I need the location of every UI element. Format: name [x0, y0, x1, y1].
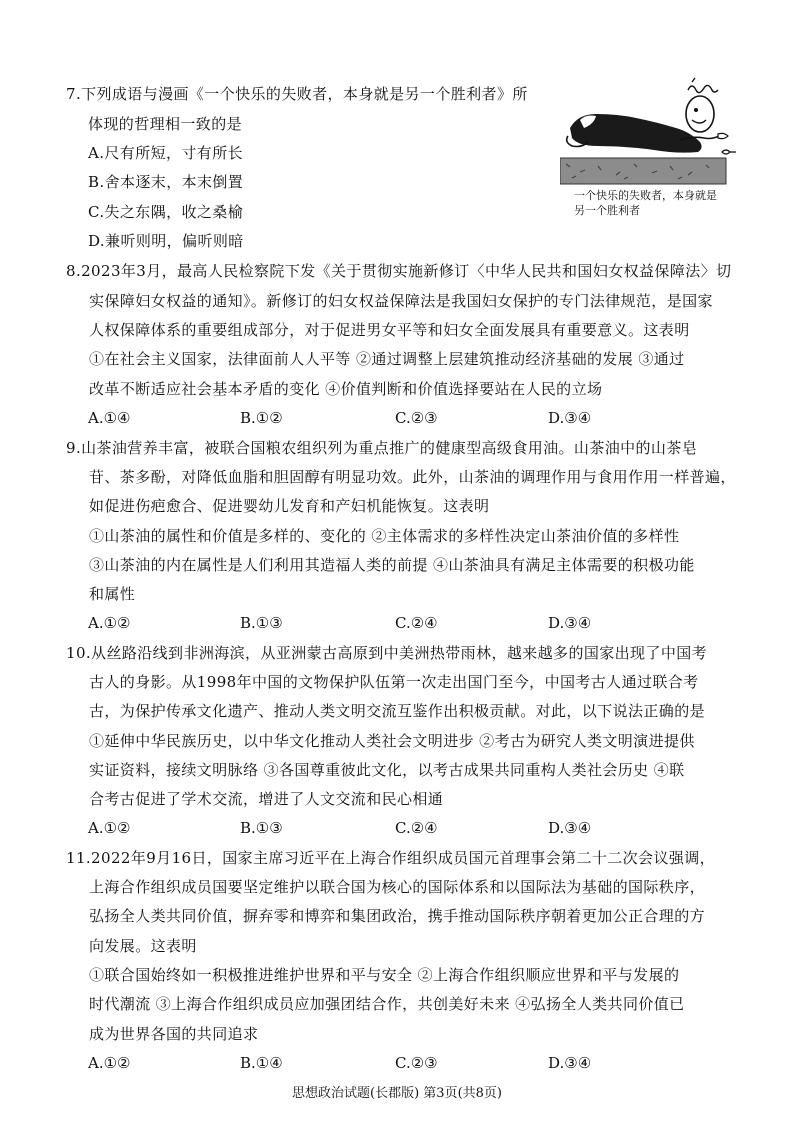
- q10-statement-line-1: ①延伸中华民族历史，以中华文化推动人类社会文明进步 ②考古为研究人类文明演进提供: [89, 732, 695, 750]
- q11-statement-line-1: ①联合国始终如一积极推进维护世界和平与安全 ②上海合作组织顺应世界和平与发展的: [89, 966, 680, 984]
- q9-option-a: A.①②: [88, 614, 131, 632]
- q9-statement-line-2: ③山茶油的内在属性是人们利用其造福人类的前提 ④山茶油具有满足主体需要的积极功能: [89, 556, 695, 574]
- q9-stem-line-2: 苷、茶多酚，对降低血脂和胆固醇有明显功效。此外，山茶油的调理作用与食用作用一样普遍，: [89, 468, 736, 486]
- q9-statement-line-3: 和属性: [89, 585, 136, 603]
- q11-statement-line-3: 成为世界各国的共同追求: [89, 1025, 259, 1043]
- q11-stem-line-3: 弘扬全人类共同价值，摒弃零和博弈和集团政治，携手推动国际秩序朝着更加公正合理的方: [89, 907, 706, 925]
- q9-option-b: B.①③: [240, 614, 283, 632]
- q11-option-b: B.①④: [240, 1054, 283, 1072]
- q11-stem-line-4: 向发展。这表明: [89, 937, 197, 955]
- q8-stem-line-3: 人权保障体系的重要组成部分，对于促进男女平等和妇女全面发展具有重要意义。这表明: [89, 321, 690, 339]
- q7-stem-line-2: 体现的哲理相一致的是: [88, 115, 243, 133]
- q7-option-c: C.失之东隅，收之桑榆: [88, 203, 244, 221]
- q8-option-c: C.②③: [395, 409, 438, 427]
- q10-option-d: D.③④: [548, 819, 592, 837]
- q8-statement-line-2: 改革不断适应社会基本矛盾的变化 ④价值判断和价值选择要站在人民的立场: [89, 380, 603, 398]
- q11-option-a: A.①②: [88, 1054, 131, 1072]
- q9-stem-line-1: 9.山茶油营养丰富，被联合国粮农组织列为重点推广的健康型高级食用油。山茶油中的山茶皂: [66, 439, 698, 457]
- q9-stem-line-3: 如促进伤疤愈合、促进婴幼儿发育和产妇机能恢复。这表明: [89, 497, 490, 515]
- cartoon-caption-line-2: 另一个胜利者: [574, 204, 640, 217]
- q10-option-a: A.①②: [88, 819, 131, 837]
- q7-option-a: A.尺有所短，寸有所长: [88, 144, 244, 162]
- q9-option-c: C.②④: [395, 614, 438, 632]
- q11-option-c: C.②③: [395, 1054, 438, 1072]
- q10-stem-line-3: 古，为保护传承文化遗产、推动人类文明交流互鉴作出积极贡献。对此，以下说法正确的是: [89, 702, 706, 720]
- page-footer: 思想政治试题(长郡版) 第3页(共8页): [292, 1086, 502, 1101]
- q7-option-d: D.兼听则明，偏听则暗: [88, 232, 244, 250]
- q11-stem-line-2: 上海合作组织成员国要坚定维护以联合国为核心的国际体系和以国际法为基础的国际秩序，: [89, 878, 706, 896]
- q8-stem-line-2: 实保障妇女权益的通知》。新修订的妇女权益保障法是我国妇女保护的专门法律规范，是国家: [89, 292, 713, 310]
- q9-option-d: D.③④: [548, 614, 592, 632]
- q11-stem-line-1: 11.2022年9月16日，国家主席习近平在上海合作组织成员国元首理事会第二十二次会议强调，: [66, 849, 716, 867]
- cartoon-caption-line-1: 一个快乐的失败者，本身就是: [574, 189, 717, 202]
- q8-option-d: D.③④: [548, 409, 592, 427]
- q8-option-a: A.①④: [88, 409, 131, 427]
- q8-option-b: B.①②: [240, 409, 283, 427]
- q7-stem-line-1: 7.下列成语与漫画《一个快乐的失败者，本身就是另一个胜利者》所: [66, 85, 528, 103]
- q9-statement-line-1: ①山茶油的属性和价值是多样的、变化的 ②主体需求的多样性决定山茶油价值的多样性: [89, 527, 680, 545]
- q7-option-b: B.舍本逐末，本末倒置: [88, 173, 244, 191]
- q10-stem-line-1: 10.从丝路沿线到非洲海滨，从亚洲蒙古高原到中美洲热带雨林，越来越多的国家出现了中国考: [66, 644, 708, 662]
- q10-option-c: C.②④: [395, 819, 438, 837]
- q11-statement-line-2: 时代潮流 ③上海合作组织成员应加强团结合作，共创美好未来 ④弘扬全人类共同价值已: [89, 995, 685, 1013]
- q10-statement-line-2: 实证资料，接续文明脉络 ③各国尊重彼此文化，以考古成果共同重构人类社会历史 ④联: [89, 761, 685, 779]
- q10-option-b: B.①③: [240, 819, 283, 837]
- q10-stem-line-2: 古人的身影。从1998年中国的文物保护队伍第一次走出国门至今，中国考古人通过联合考: [89, 673, 699, 691]
- q8-statement-line-1: ①在社会主义国家，法律面前人人平等 ②通过调整上层建筑推动经济基础的发展 ③通过: [89, 350, 685, 368]
- q8-stem-line-1: 8.2023年3月，最高人民检察院下发《关于贯彻实施新修订〈中华人民共和国妇女权益保障法〉切: [66, 262, 732, 280]
- q10-statement-line-3: 合考古促进了学术交流，增进了人文交流和民心相通: [89, 790, 444, 808]
- q11-option-d: D.③④: [548, 1054, 592, 1072]
